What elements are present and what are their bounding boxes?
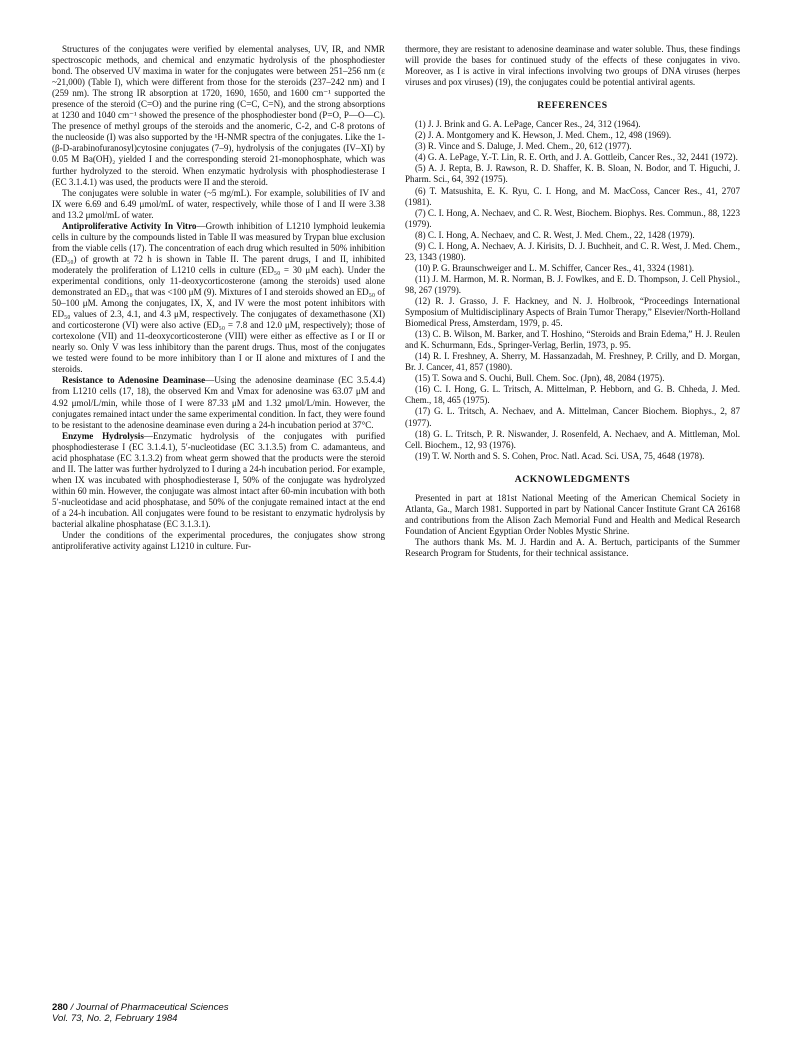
reference-item: (11) J. M. Harmon, M. R. Norman, B. J. Fowlkes, and E. D. Thompson, J. Cell Physiol., 98, 267 (1979). — [405, 273, 740, 295]
left-column — [52, 44, 385, 552]
reference-item: (13) C. B. Wilson, M. Barker, and T. Hoshino, “Steroids and Brain Edema,” H. J. Reulen and K. Schurmann, Eds., Springer-Verlag, Berlin, 1973, p. 95. — [405, 329, 740, 351]
reference-item: (3) R. Vince and S. Daluge, J. Med. Chem., 20, 612 (1977). — [415, 141, 632, 152]
reference-item: (18) G. L. Tritsch, P. R. Niswander, J. Rosenfeld, A. Nechaev, and A. Mittleman, Mol. Cell. Biochem., 12, 93 (1976). — [405, 428, 740, 450]
reference-item: (9) C. I. Hong, A. Nechaev, A. J. Kirisits, D. J. Buchheit, and C. R. West, J. Med. Chem., 23, 1343 (1980). — [405, 240, 740, 262]
reference-list — [405, 119, 740, 461]
acknowledgments-heading: ACKNOWLEDGMENTS — [514, 473, 631, 485]
run-in-heading-deaminase: Resistance to Adenosine Deaminase — [62, 375, 206, 386]
reference-item: (6) T. Matsushita, E. K. Ryu, C. I. Hong, and M. MacCoss, Cancer Res., 41, 2707 (1981). — [405, 185, 740, 207]
paragraph-conclusion-continued: thermore, they are resistant to adenosine deaminase and water soluble. Thus, these findings will provide the bases for continued study of the effects of these conjugates in vivo. Moreover, as I is active in viral infections involving two groups of DNA viruses (herpes viruses and pox viruses) (19), the conjugates could be potential antiviral agents. — [405, 44, 740, 88]
reference-item: (4) G. A. LePage, Y.-T. Lin, R. E. Orth, and J. A. Gottleib, Cancer Res., 32, 2441 (1972). — [415, 152, 738, 163]
right-column — [405, 44, 740, 559]
reference-item: (8) C. I. Hong, A. Nechaev, and C. R. West, J. Med. Chem., 22, 1428 (1979). — [415, 229, 695, 240]
paragraph-structures: Structures of the conjugates were verified by elemental analyses, UV, IR, and NMR spectroscopic methods, and chemical and enzymatic hydrolysis of the phosphodiester bond. The observed UV maxima in water for the conjugates were between 251–256 nm (ε ~21,000) (Table I), which were different from those for the steroids (237–242 nm) and I (259 nm). The strong IR absorption at 1720, 1690, 1650, and 1600 cm⁻¹ supported the presence of the steroid (C=O) and the purine ring (C=C, C=N), and the strong absorptions at 1230 and 1040 cm⁻¹ showed the presence of the phosphodiester bond (P=O, P—O—C). The presence of methyl groups of the steroids and the anomeric, C-2, and C-8 protons of the nucleoside (I) was also supported by the ¹H-NMR spectra of the conjugates. Like the 1-(β-D-arabinofuranosyl)cytosine conjugates (7–9), hydrolysis of the conjugates (IV–XI) by 0.05 M Ba(OH)₂ yielded I and the corresponding steroid 21-monophosphate, which was further hydrolyzed to the steroid. When enzymatic hydrolysis with phosphodiesterase I (EC 3.1.4.1) was used, the products were II and the steroid. — [52, 44, 385, 187]
journal-issue: Vol. 73, No. 2, February 1984 — [52, 1013, 178, 1025]
acknowledgment-thanks: The authors thank Ms. M. J. Hardin and A. A. Bertuch, participants of the Summer Research Program for Students, for their technical assistance. — [405, 536, 740, 558]
paragraph-enzyme-hydrolysis-body: —Enzymatic hydrolysis of the conjugates with purified phosphodiesterase I (EC 3.1.4.1), 5′-nucleotidase (EC 3.1.3.5) from C. adamanteus, and acid phosphatase (EC 3.1.3.2) from wheat germ showed that the products were the steroid and II. The latter was further hydrolyzed to I during a 24-h incubation period. For example, when IX was incubated with phosphodiesterase I, 50% of the conjugate was hydrolyzed within 60 min. However, the conjugate was almost intact after 60-min incubation with both 5′-nucleotidase and acid phosphatase, and 50% of the conjugate remained intact at the end of a 24-h incubation. All conjugates were found to be resistant to enzymatic hydrolysis by bacterial alkaline phosphatase (EC 3.1.3.1). — [52, 430, 385, 530]
reference-item: (7) C. I. Hong, A. Nechaev, and C. R. West, Biochem. Biophys. Res. Commun., 88, 1223 (1979). — [405, 207, 740, 229]
paragraph-conclusion-start: Under the conditions of the experimental procedures, the conjugates show strong antiproliferative activity against L1210 in culture. Fur- — [52, 530, 385, 552]
reference-item: (15) T. Sowa and S. Ouchi, Bull. Chem. Soc. (Jpn), 48, 2084 (1975). — [415, 373, 665, 384]
reference-item: (14) R. I. Freshney, A. Sherry, M. Hassanzadah, M. Freshney, P. Crilly, and D. Morgan, Br. J. Cancer, 41, 857 (1980). — [405, 351, 740, 373]
acknowledgment-paragraph: Presented in part at 181st National Meeting of the American Chemical Society in Atlanta, Ga., March 1981. Supported in part by National Cancer Institute Grant CA 26168 and contributions from the Alison Zach Memorial Fund and Health and Medical Research Foundation of Ancient Egyptian Order Nobles Mystic Shrine. — [405, 492, 740, 536]
reference-item: (5) A. J. Repta, B. J. Rawson, R. D. Shaffer, K. B. Sloan, N. Bodor, and T. Higuchi, J. Pharm. Sci., 64, 392 (1975). — [405, 163, 740, 185]
page-footer — [52, 1002, 229, 1024]
paragraph-antiproliferative-body: —Growth inhibition of L1210 lymphoid leukemia cells in culture by the compounds listed in Table II was measured by Trypan blue exclusion from the viable cells (17). The concentration of each drug which resulted in 50% inhibition (ED₅₀) of growth at 72 h is shown in Table II. The parent drugs, I and II, inhibited moderately the proliferation of L1210 cells in culture (ED₅₀ = 30 μM each). Under the experimental conditions, only 11-deoxycorticosterone (among the steroids) used alone demonstrated an ED₅₀ that was <100 μM (9). Mixtures of I and steroids showed an ED₅₀ of 50–100 μM. Among the conjugates, IX, X, and IV were the most potent inhibitors with ED₅₀ values of 2.3, 4.1, and 4.3 μM, respectively. The conjugates of dexamethasone (XI) and corticosterone (VI) were also active (ED₅₀ = 7.8 and 12.0 μM, respectively); those of cortexolone (VII) and 11-deoxycorticosterone (VIII) were either as effective as I or II or nearly so. Only V was less inhibitory than the parent drugs. Thus, most of the conjugates we tested were found to be more inhibitory than I or II alone and mixtures of I and the steroids. — [52, 220, 385, 375]
journal-name: / Journal of Pharmaceutical Sciences — [68, 1002, 229, 1013]
page-number: 280 — [52, 1002, 69, 1013]
reference-item: (19) T. W. North and S. S. Cohen, Proc. Natl. Acad. Sci. USA, 75, 4648 (1978). — [415, 450, 705, 461]
paragraph-enzyme-hydrolysis — [52, 431, 385, 530]
run-in-heading-enzyme-hydrolysis: Enzyme Hydrolysis — [62, 430, 144, 441]
reference-item: (10) P. G. Braunschweiger and L. M. Schiffer, Cancer Res., 41, 3324 (1981). — [415, 262, 695, 273]
paragraph-antiproliferative — [52, 221, 385, 376]
reference-item: (16) C. I. Hong, G. L. Tritsch, A. Mittelman, P. Hebborn, and G. B. Chheda, J. Med. Chem., 18, 465 (1975). — [405, 384, 740, 406]
reference-item: (17) G. L. Tritsch, A. Nechaev, and A. Mittelman, Cancer Biochem. Biophys., 2, 87 (1977). — [405, 406, 740, 428]
reference-item: (2) J. A. Montgomery and K. Hewson, J. Med. Chem., 12, 498 (1969). — [415, 130, 672, 141]
paragraph-deaminase — [52, 375, 385, 430]
run-in-heading-antiproliferative: Antiproliferative Activity In Vitro — [62, 220, 197, 231]
paragraph-deaminase-body: —Using the adenosine deaminase (EC 3.5.4.4) from L1210 cells (17, 18), the observed Km and Vmax for adenosine was 63.07 μM and 4.92 μmol/L/min, while those of I were 87.33 μM and 1.32 μmol/L/min. However, the conjugates remained intact under the same experimental condition. In fact, they were found to be resistant to the adenosine deaminase even during a 24-h incubation period at 37°C. — [52, 375, 385, 430]
reference-item: (12) R. J. Grasso, J. F. Hackney, and N. J. Holbrook, “Proceedings International Symposium of Multidisciplinary Aspects of Brain Tumor Therapy,” Elsevier/North-Holland Biomedical Press, Amsterdam, 1979, p. 45. — [405, 295, 740, 329]
references-heading: REFERENCES — [537, 100, 608, 112]
reference-item: (1) J. J. Brink and G. A. LePage, Cancer Res., 24, 312 (1964). — [415, 119, 641, 130]
paragraph-solubility: The conjugates were soluble in water (~5 mg/mL). For example, solubilities of IV and IX were 6.69 and 6.49 μmol/mL of water, respectively, while those of I and II were 3.38 and 13.2 μmol/mL of water. — [52, 187, 385, 220]
